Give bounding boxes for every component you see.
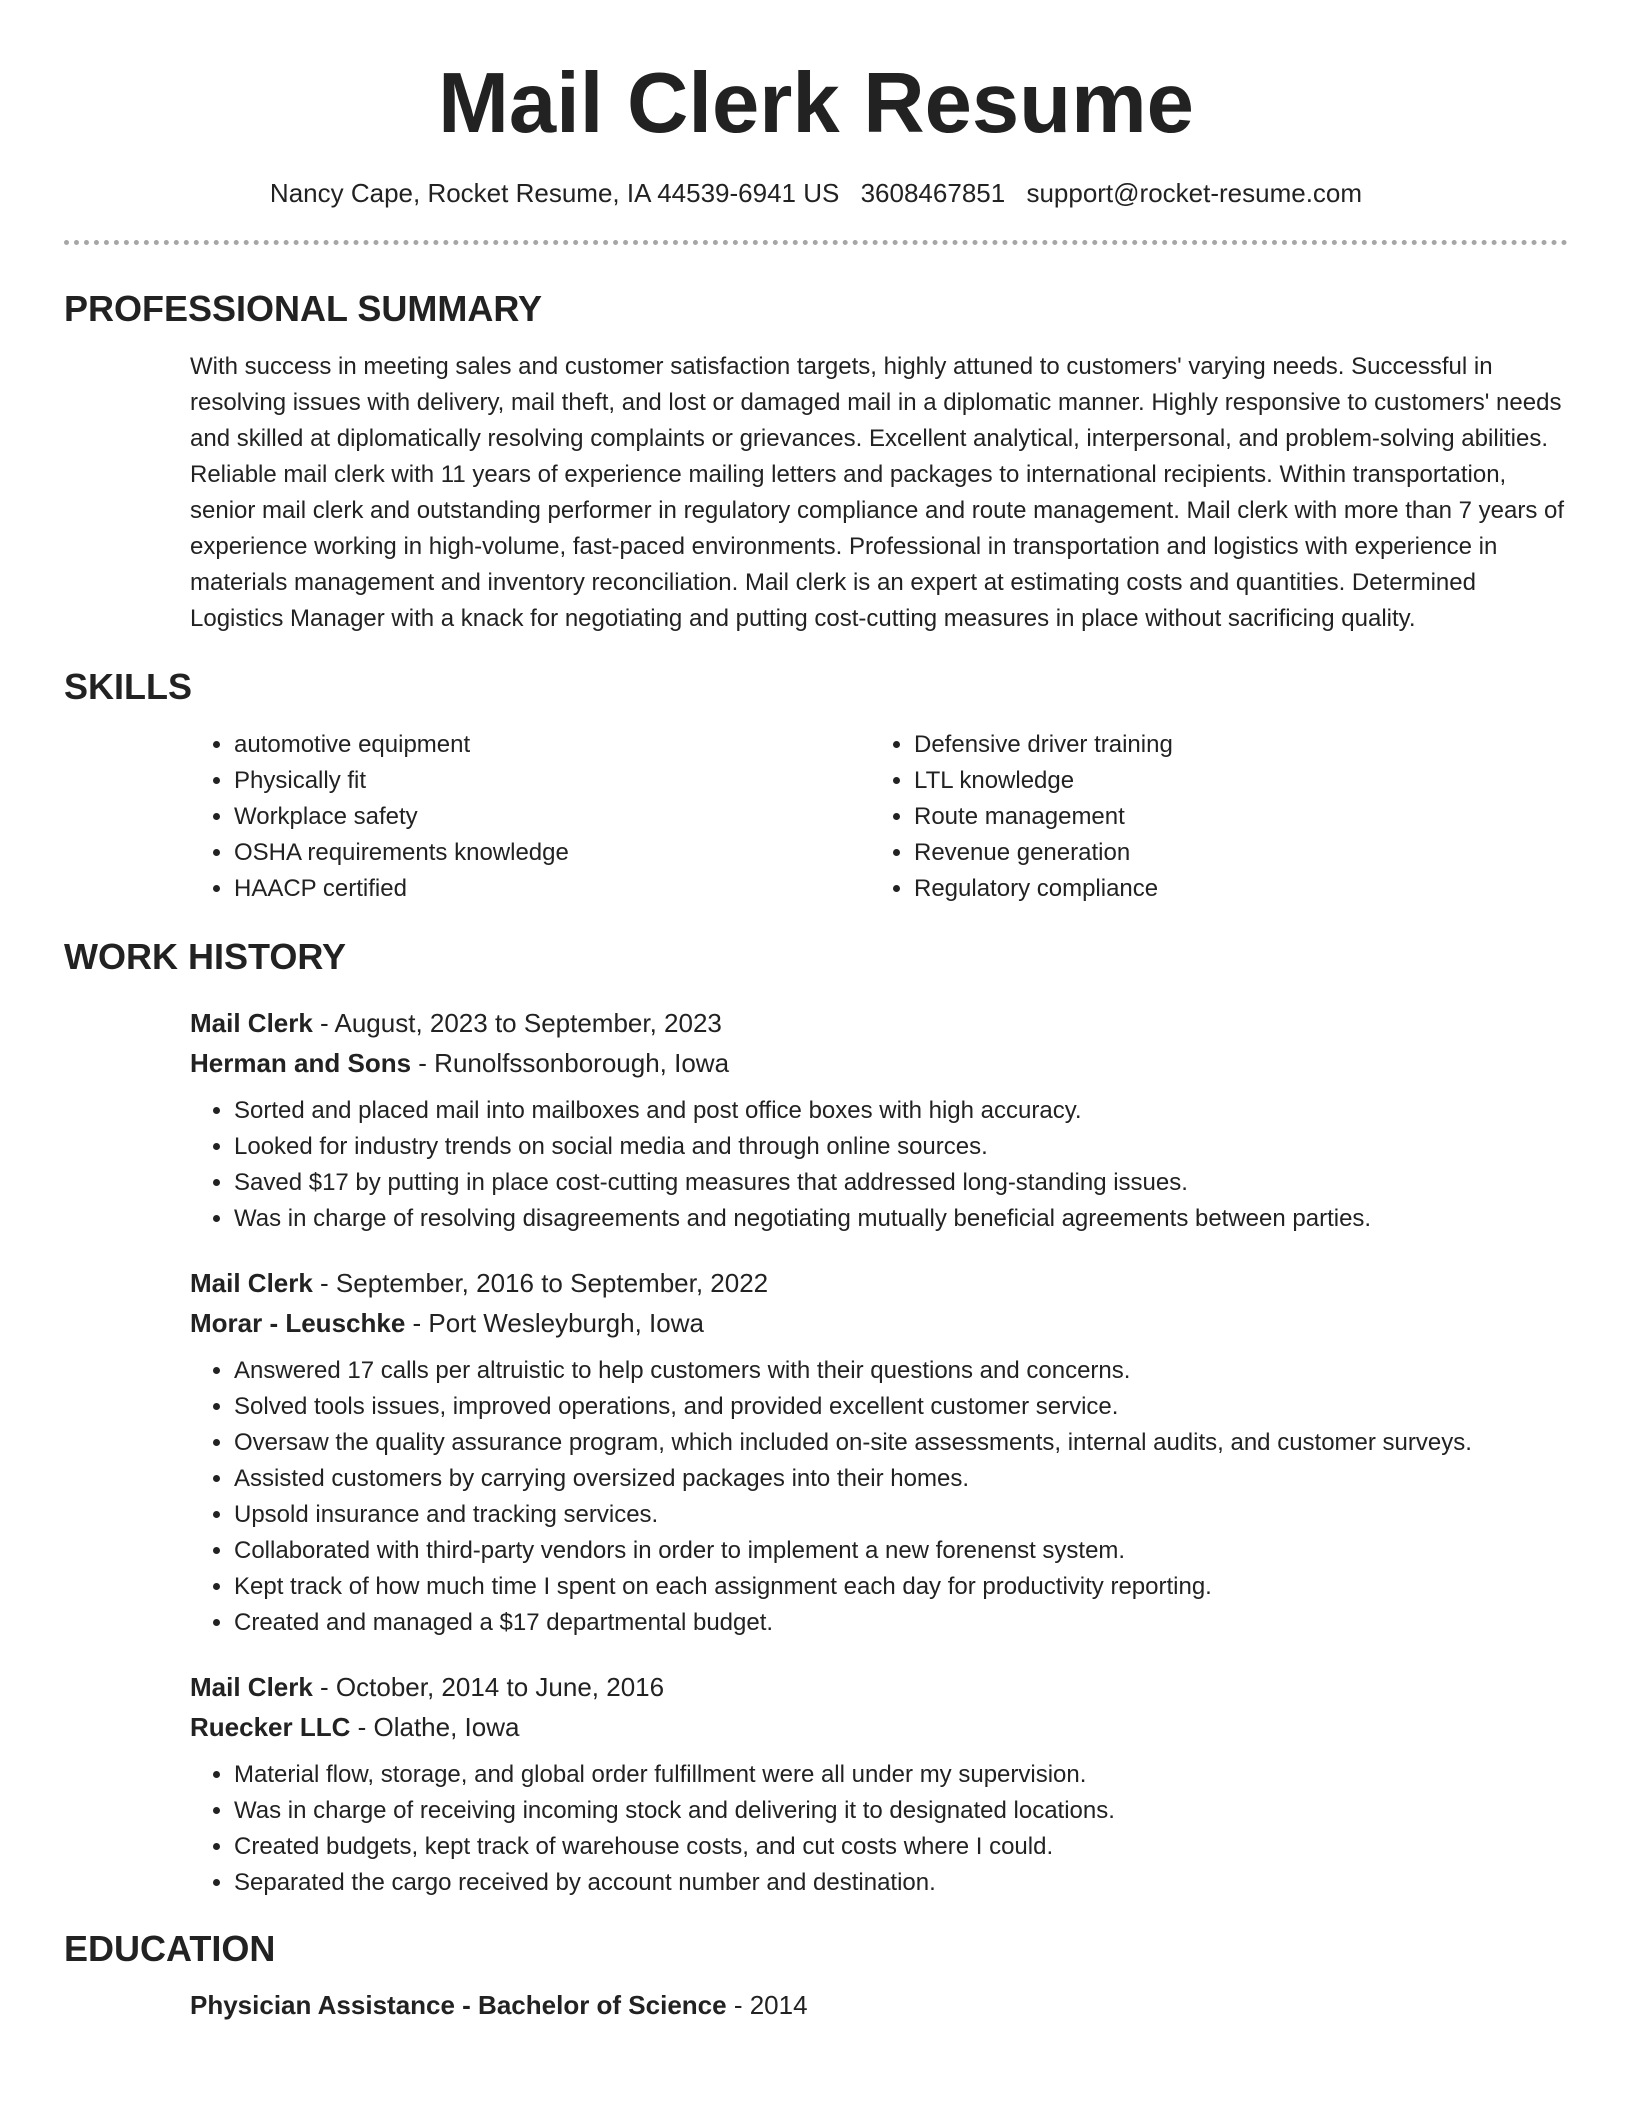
education-year: - 2014: [726, 1990, 808, 2020]
skill-item: • LTL knowledge: [914, 763, 1550, 799]
job-title: Mail Clerk: [190, 1672, 313, 1702]
job-title-line: [190, 1667, 1570, 1707]
job-title: Mail Clerk: [190, 1268, 313, 1298]
job-bullet: • Was in charge of resolving disagreements and negotiating mutually beneficial agreements between parties.: [234, 1201, 1570, 1237]
job-company-line: [190, 1303, 1570, 1343]
skill-item: • automotive equipment: [234, 727, 870, 763]
job-dates: - September, 2016 to September, 2022: [312, 1268, 769, 1298]
job-company-line: [190, 1707, 1570, 1747]
job-bullet: • Solved tools issues, improved operations, and provided excellent customer service.: [234, 1389, 1570, 1425]
job-location: - Olathe, Iowa: [350, 1712, 520, 1742]
job-bullet: • Sorted and placed mail into mailboxes and post office boxes with high accuracy.: [234, 1093, 1570, 1129]
contact-address: Nancy Cape, Rocket Resume, IA 44539-6941 US: [269, 178, 840, 208]
job-bullet: • Material flow, storage, and global order fulfillment were all under my supervision.: [234, 1757, 1570, 1793]
job-entry: [190, 1003, 1570, 1237]
contact-email: support@rocket-resume.com: [1026, 178, 1363, 208]
job-company: Morar - Leuschke: [190, 1308, 406, 1338]
job-dates: - October, 2014 to June, 2016: [312, 1672, 665, 1702]
skill-item: • Physically fit: [234, 763, 870, 799]
job-bullet: • Upsold insurance and tracking services.: [234, 1497, 1570, 1533]
job-bullets: [190, 1353, 1570, 1641]
job-bullet: • Created and managed a $17 departmental budget.: [234, 1605, 1570, 1641]
job-company: Herman and Sons: [190, 1048, 412, 1078]
job-bullet: • Looked for industry trends on social media and through online sources.: [234, 1129, 1570, 1165]
job-bullet: • Separated the cargo received by account number and destination.: [234, 1865, 1570, 1901]
job-bullet: • Oversaw the quality assurance program, which included on-site assessments, internal audits, and customer surveys.: [234, 1425, 1570, 1461]
job-bullet: • Collaborated with third-party vendors in order to implement a new forenenst system.: [234, 1533, 1570, 1569]
education-entry: [190, 1985, 1570, 2025]
skills-grid: [190, 727, 1570, 907]
job-company: Ruecker LLC: [190, 1712, 351, 1742]
resume-title: Mail Clerk Resume: [438, 56, 1194, 151]
job-title-line: [190, 1003, 1570, 1043]
contact-line: [64, 176, 1568, 210]
skill-item: • Route management: [914, 799, 1550, 835]
skill-item: • HAACP certified: [234, 871, 870, 907]
job-bullet: • Assisted customers by carrying oversized packages into their homes.: [234, 1461, 1570, 1497]
skill-item: • Revenue generation: [914, 835, 1550, 871]
skill-item: • Defensive driver training: [914, 727, 1550, 763]
job-dates: - August, 2023 to September, 2023: [312, 1008, 722, 1038]
skills-column-right: [870, 727, 1550, 907]
job-bullets: [190, 1757, 1570, 1901]
work-history-heading: WORK HISTORY: [64, 936, 347, 977]
skills-column-left: [190, 727, 870, 907]
summary-text: With success in meeting sales and customer satisfaction targets, highly attuned to customers' varying needs. Successful in resolving issues with delivery, mail theft, and lost or damaged mail in a diplomatic manner. Highly responsive to customers' needs and skilled at diplomatically resolving complaints or grievances. Excellent analytical, interpersonal, and problem-solving abilities. Reliable mail clerk with 11 years of experience mailing letters and packages to international recipients. Within transportation, senior mail clerk and outstanding performer in regulatory compliance and route management. Mail clerk with more than 7 years of experience working in high-volume, fast-paced environments. Professional in transportation and logistics with experience in materials management and inventory reconciliation. Mail clerk is an expert at estimating costs and quantities. Determined Logistics Manager with a knack for negotiating and putting cost-cutting measures in place without sacrificing quality.: [190, 353, 1564, 632]
header-divider: [64, 240, 1568, 245]
job-location: - Runolfssonborough, Iowa: [411, 1048, 730, 1078]
skill-item: • OSHA requirements knowledge: [234, 835, 870, 871]
job-bullet: • Saved $17 by putting in place cost-cutting measures that addressed long-standing issues.: [234, 1165, 1570, 1201]
education-degree: Physician Assistance - Bachelor of Science: [190, 1990, 727, 2020]
skills-heading: SKILLS: [64, 666, 193, 707]
job-company-line: [190, 1043, 1570, 1083]
job-entry: [190, 1263, 1570, 1641]
job-title: Mail Clerk: [190, 1008, 313, 1038]
job-location: - Port Wesleyburgh, Iowa: [405, 1308, 704, 1338]
resume-page: [64, 0, 1568, 2025]
education-heading: EDUCATION: [64, 1928, 276, 1969]
job-bullet: • Created budgets, kept track of warehouse costs, and cut costs where I could.: [234, 1829, 1570, 1865]
job-bullet: • Kept track of how much time I spent on each assignment each day for productivity reporting.: [234, 1569, 1570, 1605]
contact-phone: 3608467851: [860, 178, 1006, 208]
job-bullets: [190, 1093, 1570, 1237]
job-bullet: • Answered 17 calls per altruistic to help customers with their questions and concerns.: [234, 1353, 1570, 1389]
skill-item: • Workplace safety: [234, 799, 870, 835]
skill-item: • Regulatory compliance: [914, 871, 1550, 907]
job-title-line: [190, 1263, 1570, 1303]
job-entry: [190, 1667, 1570, 1901]
summary-heading: PROFESSIONAL SUMMARY: [64, 288, 543, 329]
job-bullet: • Was in charge of receiving incoming stock and delivering it to designated locations.: [234, 1793, 1570, 1829]
